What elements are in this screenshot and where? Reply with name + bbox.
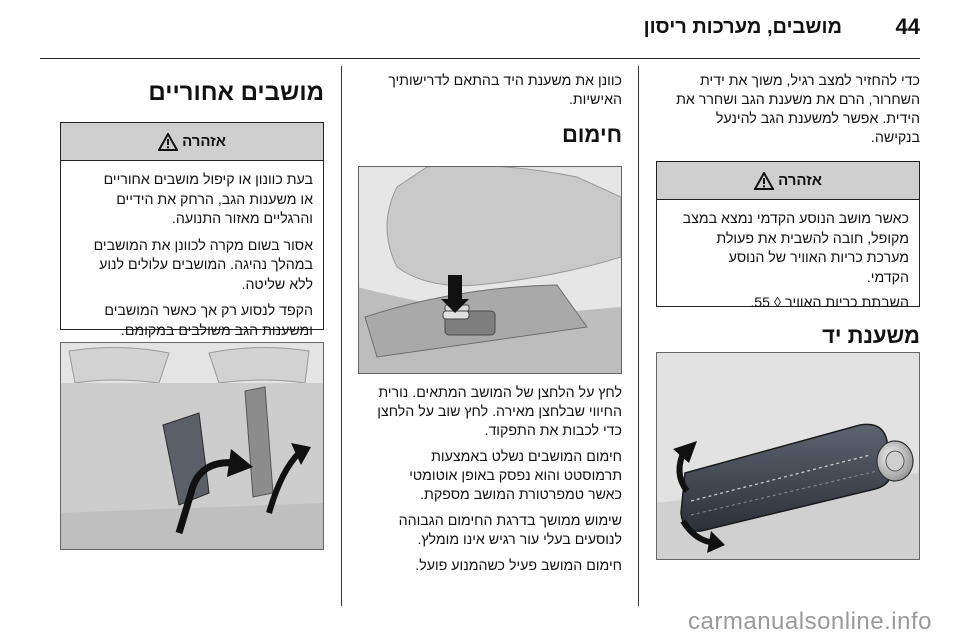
- armrest-illustration: [656, 352, 920, 560]
- warning-text: [665, 210, 909, 288]
- warning-body: [657, 200, 919, 322]
- section-title-armrest: משענת יד: [822, 323, 920, 348]
- text-line: בעת כוונון או קיפול מושבים אחוריים: [103, 172, 313, 188]
- section-title-rear-seats: מושבים אחוריים: [148, 79, 324, 106]
- warning-paragraph: [69, 171, 313, 230]
- text-line: כדי להחזיר למצב רגיל, משוך את ידית: [700, 73, 920, 89]
- warning-label: אזהרה: [778, 172, 822, 189]
- heating-paragraph-3: [358, 512, 622, 550]
- header-rule: [40, 58, 920, 59]
- text-line: כאשר טמפרטורת המושב מספקת.: [420, 487, 622, 503]
- text-line: הקדמי.: [866, 269, 909, 286]
- heating-text-block: [358, 384, 622, 576]
- page-header: [40, 14, 920, 48]
- heating-paragraph-1: [358, 384, 622, 441]
- text-line: הקפד לנסוע רק אך כאשר המושבים: [104, 303, 313, 319]
- warning-body: [61, 161, 323, 349]
- text-line: האישיות.: [568, 92, 622, 108]
- text-line: ומשענות הגב משולבים במקומם.: [120, 322, 313, 339]
- text-line: חימום המושבים נשלט באמצעות: [431, 449, 622, 465]
- warning-triangle-icon: [754, 172, 774, 190]
- text-line: אסור בשום מקרה לכוונן את המושבים: [93, 237, 313, 254]
- warning-paragraph: [69, 302, 313, 341]
- text-line: בנקישה.: [870, 130, 920, 146]
- warning-triangle-icon: [158, 133, 178, 151]
- text-line: כאשר מושב הנוסע הקדמי נמצא במצב: [682, 211, 909, 227]
- text-line: שימוש ממושך בדרגת החימום הגבוהה: [398, 513, 622, 529]
- warning-box-airbag: [656, 161, 920, 311]
- page-title: מושבים, מערכות ריסון: [643, 16, 842, 38]
- column-divider-left: [341, 66, 342, 606]
- airbag-deactivation-reference[interactable]: השבתת כריות האוויר ◊ 55.: [750, 295, 909, 311]
- text-line: השחרור, הרם את משענת הגב ושחרר את: [676, 92, 920, 108]
- rear-seats-illustration: [60, 342, 324, 550]
- watermark: carmanualsonline.info: [688, 608, 932, 635]
- column-right: [656, 72, 920, 349]
- heating-paragraph-4: חימום המושב פעיל כשהמנוע פועל.: [415, 558, 622, 574]
- armrest-adjust-text: [358, 72, 622, 110]
- text-line: מערכת כריות האוויר של הנוסע: [728, 250, 909, 266]
- page-number: 44: [895, 14, 920, 39]
- text-line: החיווי שבלחצן מאירה. לחץ שוב על הלחצן: [377, 404, 622, 420]
- text-line: מקופל, חובה להשבית את פעולת: [716, 230, 909, 247]
- warning-header: [61, 123, 323, 161]
- text-line: הידית. אפשר למשענת הגב להינעל: [715, 111, 920, 127]
- seat-heating-button-illustration: [358, 166, 622, 374]
- text-line: לחץ על הלחצן של המושב המתאים. נורית: [378, 385, 622, 401]
- column-left: [60, 79, 324, 339]
- text-line: כוונן את משענת היד בהתאם לדרישותיך: [388, 73, 622, 89]
- warning-label: אזהרה: [182, 133, 226, 150]
- text-line: לנוסעים בעלי עור רגיש אינו מומלץ.: [417, 532, 622, 548]
- column-middle: [358, 72, 622, 148]
- text-line: או משענות הגב, הרחק את הידיים: [116, 191, 313, 208]
- text-line: במהלך נהיגה. המושבים עלולים לנוע: [99, 257, 313, 273]
- column-divider-right: [638, 66, 639, 606]
- armrest-return-instructions: [656, 72, 920, 148]
- text-line: כדי לכבות את התפקוד.: [484, 423, 622, 439]
- text-line: תרמוסטט והוא נפסק באופן אוטומטי: [409, 468, 622, 484]
- section-title-heating: חימום: [561, 122, 622, 147]
- warning-paragraph: [69, 237, 313, 296]
- warning-box-rear-seats: [60, 122, 324, 339]
- text-line: ללא שליטה.: [241, 276, 313, 293]
- warning-header: [657, 162, 919, 200]
- text-line: והרגליים מאזור התנועה.: [171, 211, 313, 227]
- heating-paragraph-2: [358, 448, 622, 505]
